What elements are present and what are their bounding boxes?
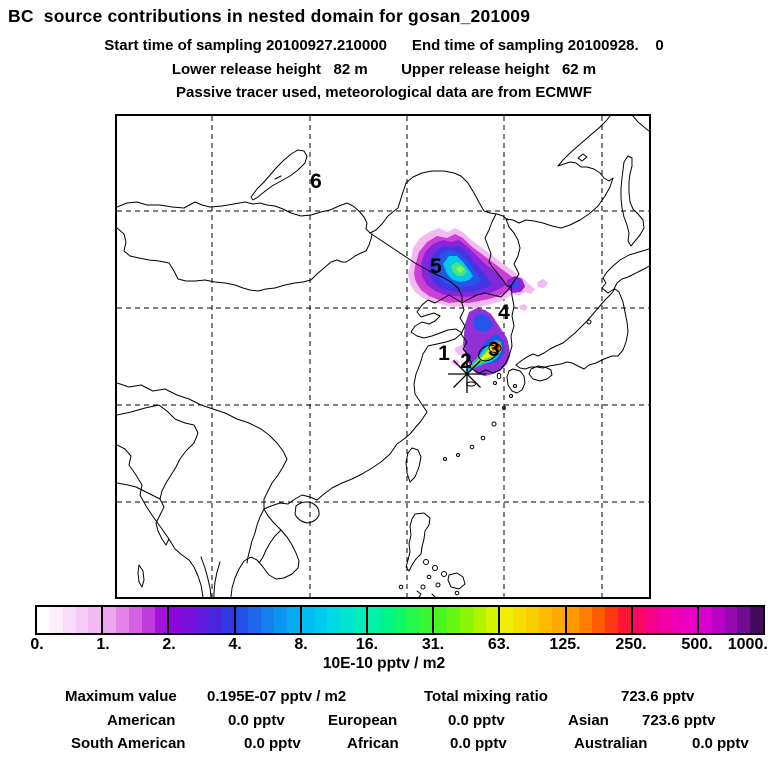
colorbar-tick-label: 4.: [228, 636, 242, 653]
release-height-line: Lower release height 82 m Upper release height 62 m: [171, 61, 597, 78]
colorbar-cell: [327, 607, 340, 633]
stat-item: 0.195E-07 pptv / m2: [207, 688, 347, 705]
stat-item: American: [107, 712, 176, 729]
colorbar-cell: [261, 607, 274, 633]
colorbar-cell: [142, 607, 155, 633]
colorbar-cell: [460, 607, 473, 633]
colorbar-segment-3: [236, 607, 302, 633]
colorbar-cell: [340, 607, 353, 633]
colorbar-segment-5: [368, 607, 434, 633]
region-marker-4: 4: [498, 301, 510, 324]
colorbar-cell: [236, 607, 249, 633]
colorbar-tick-label: 500.: [681, 636, 713, 653]
colorbar-cell: [88, 607, 101, 633]
region-marker-3: 3: [488, 338, 500, 361]
colorbar-cell: [406, 607, 419, 633]
colorbar-cell: [500, 607, 513, 633]
stat-item: Asian: [568, 712, 609, 729]
stat-item: 0.0 pptv: [244, 735, 301, 752]
region-marker-6: 6: [310, 170, 322, 193]
stat-item: 723.6 pptv: [621, 688, 695, 705]
colorbar-cell: [646, 607, 659, 633]
colorbar-cell: [725, 607, 738, 633]
colorbar-cell: [315, 607, 328, 633]
colorbar-cell: [76, 607, 89, 633]
colorbar-segment-0: [37, 607, 103, 633]
colorbar-tick-label: 1.: [96, 636, 110, 653]
region-marker-2: 2: [460, 350, 472, 373]
colorbar-segment-9: [633, 607, 699, 633]
stat-item: 723.6 pptv: [642, 712, 716, 729]
colorbar-cell: [567, 607, 580, 633]
colorbar-cell: [419, 607, 432, 633]
colorbar-cell: [579, 607, 592, 633]
honshu: [516, 289, 628, 369]
colorbar-cell: [302, 607, 315, 633]
colorbar-segment-6: [434, 607, 500, 633]
colorbar-cell: [473, 607, 486, 633]
colorbar-tick-label: 0.: [30, 636, 44, 653]
stat-item: Maximum value: [65, 688, 177, 705]
stat-item: 0.0 pptv: [448, 712, 505, 729]
colorbar-segment-4: [302, 607, 368, 633]
shikoku: [529, 366, 552, 381]
colorbar-segment-8: [567, 607, 633, 633]
colorbar-units: 10E-10 pptv / m2: [322, 655, 446, 672]
colorbar-cell: [287, 607, 300, 633]
colorbar-cell: [750, 607, 763, 633]
colorbar-tick-label: 2.: [162, 636, 176, 653]
tsushima-island: [497, 373, 501, 379]
receptor-star-marker: [448, 355, 486, 393]
colorbar-cell: [486, 607, 499, 633]
colorbar-cell: [712, 607, 725, 633]
colorbar-cell: [526, 607, 539, 633]
colorbar-cell: [129, 607, 142, 633]
colorbar-cell: [447, 607, 460, 633]
luzon: [406, 513, 430, 571]
stat-item: 0.0 pptv: [228, 712, 285, 729]
stat-item: Australian: [574, 735, 648, 752]
colorbar-cell: [169, 607, 182, 633]
stat-item: 0.0 pptv: [692, 735, 749, 752]
region-marker-1: 1: [438, 342, 450, 365]
colorbar-segment-10: [699, 607, 763, 633]
goto-island: [494, 382, 497, 385]
colorbar-cell: [182, 607, 195, 633]
colorbar-cell: [37, 607, 50, 633]
sampling-times-line: Start time of sampling 20100927.210000 End time of sampling 20100928. 0: [104, 37, 664, 54]
colorbar-cell: [248, 607, 261, 633]
colorbar-cell: [221, 607, 234, 633]
colorbar-tick-label: 1000.: [727, 636, 768, 653]
colorbar-cell: [671, 607, 684, 633]
hokkaido: [602, 249, 649, 293]
colorbar-cell: [592, 607, 605, 633]
colorbar-cell: [195, 607, 208, 633]
stat-item: European: [328, 712, 398, 729]
indochina-borders: [247, 509, 281, 563]
india-borders: [117, 405, 198, 545]
colorbar-segment-1: [103, 607, 169, 633]
tracer-note-line: Passive tracer used, meteorological data are from ECMWF: [176, 84, 592, 101]
colorbar-cell: [618, 607, 631, 633]
colorbar-cell: [513, 607, 526, 633]
colorbar-cell: [605, 607, 618, 633]
colorbar-cell: [658, 607, 671, 633]
stat-item: Total mixing ratio: [424, 688, 548, 705]
bengal-coast: [117, 445, 203, 597]
okhotsk-islet: [578, 154, 587, 161]
grid-lines: [117, 116, 649, 597]
colorbar: [35, 605, 765, 635]
colorbar-tick-label: 63.: [487, 636, 511, 653]
philippine-islands: [399, 560, 465, 598]
coastlines: [117, 116, 649, 597]
hainan: [295, 502, 319, 523]
colorbar-tick-label: 16.: [355, 636, 379, 653]
colorbar-segment-7: [500, 607, 566, 633]
colorbar-cell: [633, 607, 646, 633]
stat-item: African: [347, 735, 399, 752]
colorbar-cell: [103, 607, 116, 633]
colorbar-cell: [434, 607, 447, 633]
colorbar-cell: [394, 607, 407, 633]
map-svg: [117, 116, 649, 597]
map-panel: [115, 114, 651, 599]
colorbar-cell: [63, 607, 76, 633]
mainland-coast: [231, 116, 613, 597]
concentration-plumes: [408, 228, 548, 376]
sakhalin: [621, 156, 644, 246]
stat-item: 0.0 pptv: [450, 735, 507, 752]
colorbar-cell: [116, 607, 129, 633]
colorbar-cell: [155, 607, 168, 633]
colorbar-tick-label: 31.: [421, 636, 445, 653]
colorbar-cell: [381, 607, 394, 633]
taiwan: [406, 448, 421, 482]
colorbar-cell: [274, 607, 287, 633]
stat-item: South American: [71, 735, 186, 752]
page-title: BC source contributions in nested domain for gosan_201009: [8, 6, 531, 26]
jeju-island: [467, 382, 476, 386]
colorbar-cell: [368, 607, 381, 633]
mongolia-border: [117, 228, 372, 291]
colorbar-cell: [353, 607, 366, 633]
colorbar-cell: [552, 607, 565, 633]
malay-peninsula: [201, 557, 220, 597]
colorbar-cell: [737, 607, 750, 633]
colorbar-tick-label: 250.: [615, 636, 647, 653]
colorbar-tick-label: 8.: [294, 636, 308, 653]
corner-coast: [633, 116, 649, 131]
kyushu: [507, 369, 525, 393]
colorbar-tick-label: 125.: [549, 636, 581, 653]
lake-baikal: [251, 150, 307, 200]
andaman-islands: [138, 565, 144, 587]
colorbar-cell: [539, 607, 552, 633]
colorbar-segment-2: [169, 607, 235, 633]
region-marker-5: 5: [430, 255, 442, 278]
colorbar-cell: [50, 607, 63, 633]
colorbar-cell: [208, 607, 221, 633]
sado-island: [587, 320, 591, 324]
colorbar-cell: [684, 607, 697, 633]
ryukyu-islands: [444, 385, 517, 461]
colorbar-cell: [699, 607, 712, 633]
